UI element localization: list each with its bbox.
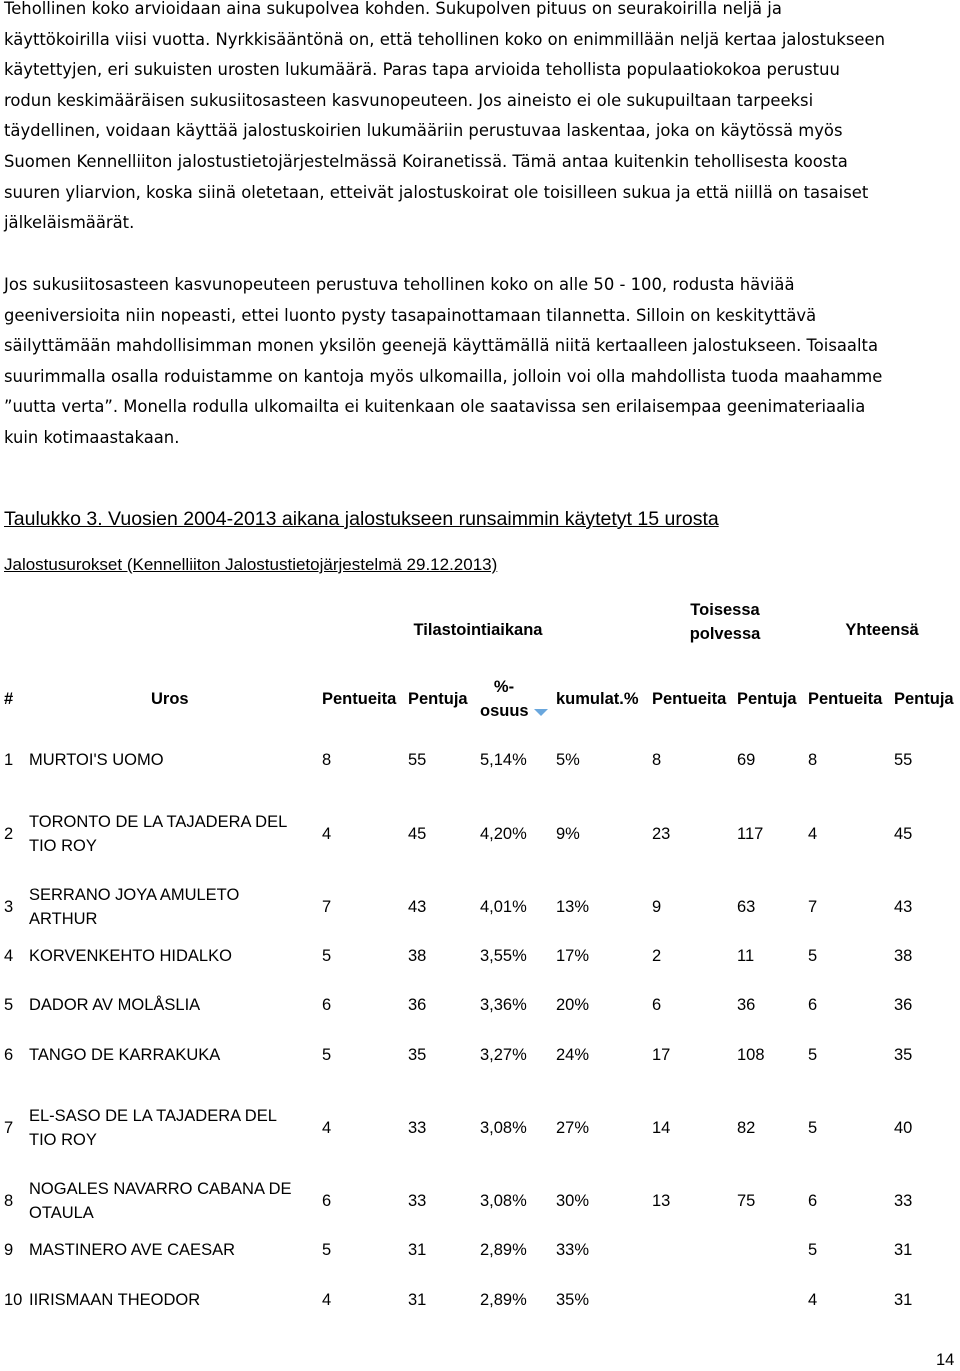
table-cell: 4,01%: [480, 898, 527, 916]
row-name: TORONTO DE LA TAJADERA DEL TIO ROY: [29, 813, 288, 855]
table-cell: 8: [808, 751, 818, 769]
row-name: KORVENKEHTO HIDALKO: [29, 947, 232, 965]
group-header: Tilastointiaikana: [413, 621, 543, 639]
table-cell: 75: [737, 1192, 756, 1210]
table-cell: 5: [808, 947, 818, 965]
table-cell: 8: [4, 1192, 14, 1210]
table-cell: 9: [4, 1241, 14, 1259]
table-cell: 5: [808, 1046, 818, 1064]
table-cell: 3,27%: [480, 1046, 527, 1064]
table-cell: 8: [652, 751, 662, 769]
table-title: Taulukko 3. Vuosien 2004-2013 aikana jalostukseen runsaimmin käytetyt 15 urosta: [4, 508, 719, 530]
table-cell: 17%: [556, 947, 590, 965]
table-cell: 63: [737, 898, 756, 916]
table-cell: 55: [894, 751, 913, 769]
row-name: EL-SASO DE LA TAJADERA DEL TIO ROY: [29, 1107, 277, 1149]
table-cell: 7: [322, 898, 332, 916]
table-cell: 4: [808, 825, 818, 843]
table-cell: 6: [808, 996, 818, 1014]
table-cell: 9%: [556, 825, 580, 843]
table-cell: 3,08%: [480, 1119, 527, 1137]
table-cell: 23: [652, 825, 671, 843]
table-cell: 38: [894, 947, 913, 965]
column-header: kumulat.%: [556, 690, 639, 708]
table-cell: 7: [808, 898, 818, 916]
table-cell: 69: [737, 751, 756, 769]
table-cell: 5%: [556, 751, 580, 769]
table-cell: 31: [894, 1291, 913, 1309]
table-cell: 5: [4, 996, 14, 1014]
table-cell: 4: [808, 1291, 818, 1309]
column-header: Pentueita: [322, 690, 397, 708]
table-cell: 3,08%: [480, 1192, 527, 1210]
table-cell: 6: [322, 996, 332, 1014]
row-name: MURTOI'S UOMO: [29, 751, 164, 769]
page-number: 14: [936, 1351, 955, 1369]
row-name: NOGALES NAVARRO CABANA DE OTAULA: [29, 1180, 292, 1222]
column-header: Pentueita: [652, 690, 727, 708]
table-cell: 33%: [556, 1241, 590, 1259]
table-cell: 24%: [556, 1046, 590, 1064]
table-cell: 3: [4, 898, 14, 916]
row-name: TANGO DE KARRAKUKA: [29, 1046, 221, 1064]
table-cell: 2: [652, 947, 662, 965]
table-cell: 1: [4, 751, 14, 769]
table-cell: 108: [737, 1046, 765, 1064]
table-cell: 5: [322, 947, 332, 965]
table-cell: 31: [894, 1241, 913, 1259]
table-cell: 8: [322, 751, 332, 769]
table-cell: 6: [808, 1192, 818, 1210]
table-cell: 3,55%: [480, 947, 527, 965]
table-cell: 13: [652, 1192, 671, 1210]
table-cell: 36: [408, 996, 427, 1014]
column-header: Pentuja: [737, 690, 797, 708]
table-cell: 2,89%: [480, 1241, 527, 1259]
table-cell: 11: [737, 947, 755, 965]
table-cell: 31: [408, 1241, 427, 1259]
table-cell: 9: [652, 898, 662, 916]
table-cell: 2: [4, 825, 14, 843]
table-cell: 13%: [556, 898, 590, 916]
table-cell: 4: [4, 947, 14, 965]
table-cell: 35: [894, 1046, 913, 1064]
table-cell: 5: [808, 1119, 818, 1137]
table-cell: 36: [894, 996, 913, 1014]
table-cell: 45: [408, 825, 427, 843]
table-cell: 33: [894, 1192, 913, 1210]
row-name: SERRANO JOYA AMULETO ARTHUR: [29, 886, 240, 928]
table-cell: 4: [322, 1119, 332, 1137]
table-cell: 5: [322, 1241, 332, 1259]
table-cell: 7: [4, 1119, 14, 1137]
table-cell: 43: [894, 898, 913, 916]
group-header: Yhteensä: [845, 621, 919, 639]
table-cell: 33: [408, 1119, 427, 1137]
table-cell: 31: [408, 1291, 427, 1309]
table-cell: 117: [737, 825, 764, 843]
table-cell: 36: [737, 996, 756, 1014]
column-header: Pentueita: [808, 690, 883, 708]
body-paragraph-2: Jos sukusiitosasteen kasvunopeuteen perustuva tehollinen koko on alle 50 - 100, rodusta häviää geeniversioita niin nopeasti, ettei luonto pysty tasapainottamaan tilannetta. Silloin on keskityttävä säilyttämään mahdollisimman monen yksilön geenejä käyttämällä niitä kertaalleen jalostukseen. Toisaalta suurimmalla osalla roduistamme on kantoja myös ulkomailla, jolloin voi olla mahdollista tuoda maahamme ”uutta verta”. Monella rodulla ulkomailta ei kuitenkaan ole saatavissa sen erilaisempaa geenimateriaalia kuin kotimaastakaan.: [4, 275, 883, 447]
table-subtitle: Jalostusurokset (Kennelliiton Jalostustietojärjestelmä 29.12.2013): [4, 555, 498, 574]
table-cell: 45: [894, 825, 913, 843]
table-cell: 5: [808, 1241, 818, 1259]
table-cell: 38: [408, 947, 427, 965]
table-cell: 6: [4, 1046, 14, 1064]
table-cell: 43: [408, 898, 427, 916]
table-cell: 10: [4, 1291, 23, 1309]
column-header: Pentuja: [894, 690, 954, 708]
table-cell: 30%: [556, 1192, 590, 1210]
table-cell: 5: [322, 1046, 332, 1064]
table-cell: 6: [322, 1192, 332, 1210]
table-cell: 6: [652, 996, 662, 1014]
table-cell: 4,20%: [480, 825, 527, 843]
row-name: DADOR AV MOLÅSLIA: [29, 996, 201, 1014]
row-name: IIRISMAAN THEODOR: [29, 1291, 201, 1309]
column-header: Pentuja: [408, 690, 468, 708]
table-cell: 82: [737, 1119, 756, 1137]
table-cell: 40: [894, 1119, 913, 1137]
row-name: MASTINERO AVE CAESAR: [29, 1241, 235, 1259]
table-cell: 27%: [556, 1119, 590, 1137]
table-cell: 14: [652, 1119, 671, 1137]
table-cell: 33: [408, 1192, 427, 1210]
table-cell: 2,89%: [480, 1291, 527, 1309]
group-header: Toisessa polvessa: [689, 601, 761, 643]
table-cell: 4: [322, 825, 332, 843]
column-header: Uros: [151, 690, 189, 708]
table-cell: 35: [408, 1046, 427, 1064]
body-paragraph-1: Tehollinen koko arvioidaan aina sukupolvea kohden. Sukupolven pituus on seurakoirilla neljä ja käyttökoirilla viisi vuotta. Nyrkkisääntönä on, että tehollinen koko on enimmillään neljä kertaa jalostukseen käytettyjen, eri sukuisten urosten lukumäärä. Paras tapa arvioida tehollista populaatiokokoa perustuu rodun keskimääräisen sukusiitosasteen kasvunopeuteen. Jos aineisto ei ole sukupuiltaan tarpeeksi täydellinen, voidaan käyttää jalostuskoirien lukumääriin perustuvaa laskentaa, joka on käytössä myös Suomen Kennelliiton jalostustietojärjestelmässä Koiranetissä. Tämä antaa kuitenkin tehollisesta koosta suuren yliarvion, koska siinä oletetaan, etteivät jalostuskoirat ole toisilleen sukua ja että niillä on tasaiset jälkeläismäärät.: [4, 0, 885, 233]
column-header: %- osuus: [480, 678, 529, 720]
table-cell: 20%: [556, 996, 590, 1014]
sort-descending-icon[interactable]: [534, 709, 548, 716]
table-cell: 17: [652, 1046, 671, 1064]
table-cell: 5,14%: [480, 751, 527, 769]
table-cell: 35%: [556, 1291, 590, 1309]
table-cell: 3,36%: [480, 996, 527, 1014]
table-cell: 4: [322, 1291, 332, 1309]
column-header: #: [4, 690, 14, 708]
table-cell: 55: [408, 751, 427, 769]
